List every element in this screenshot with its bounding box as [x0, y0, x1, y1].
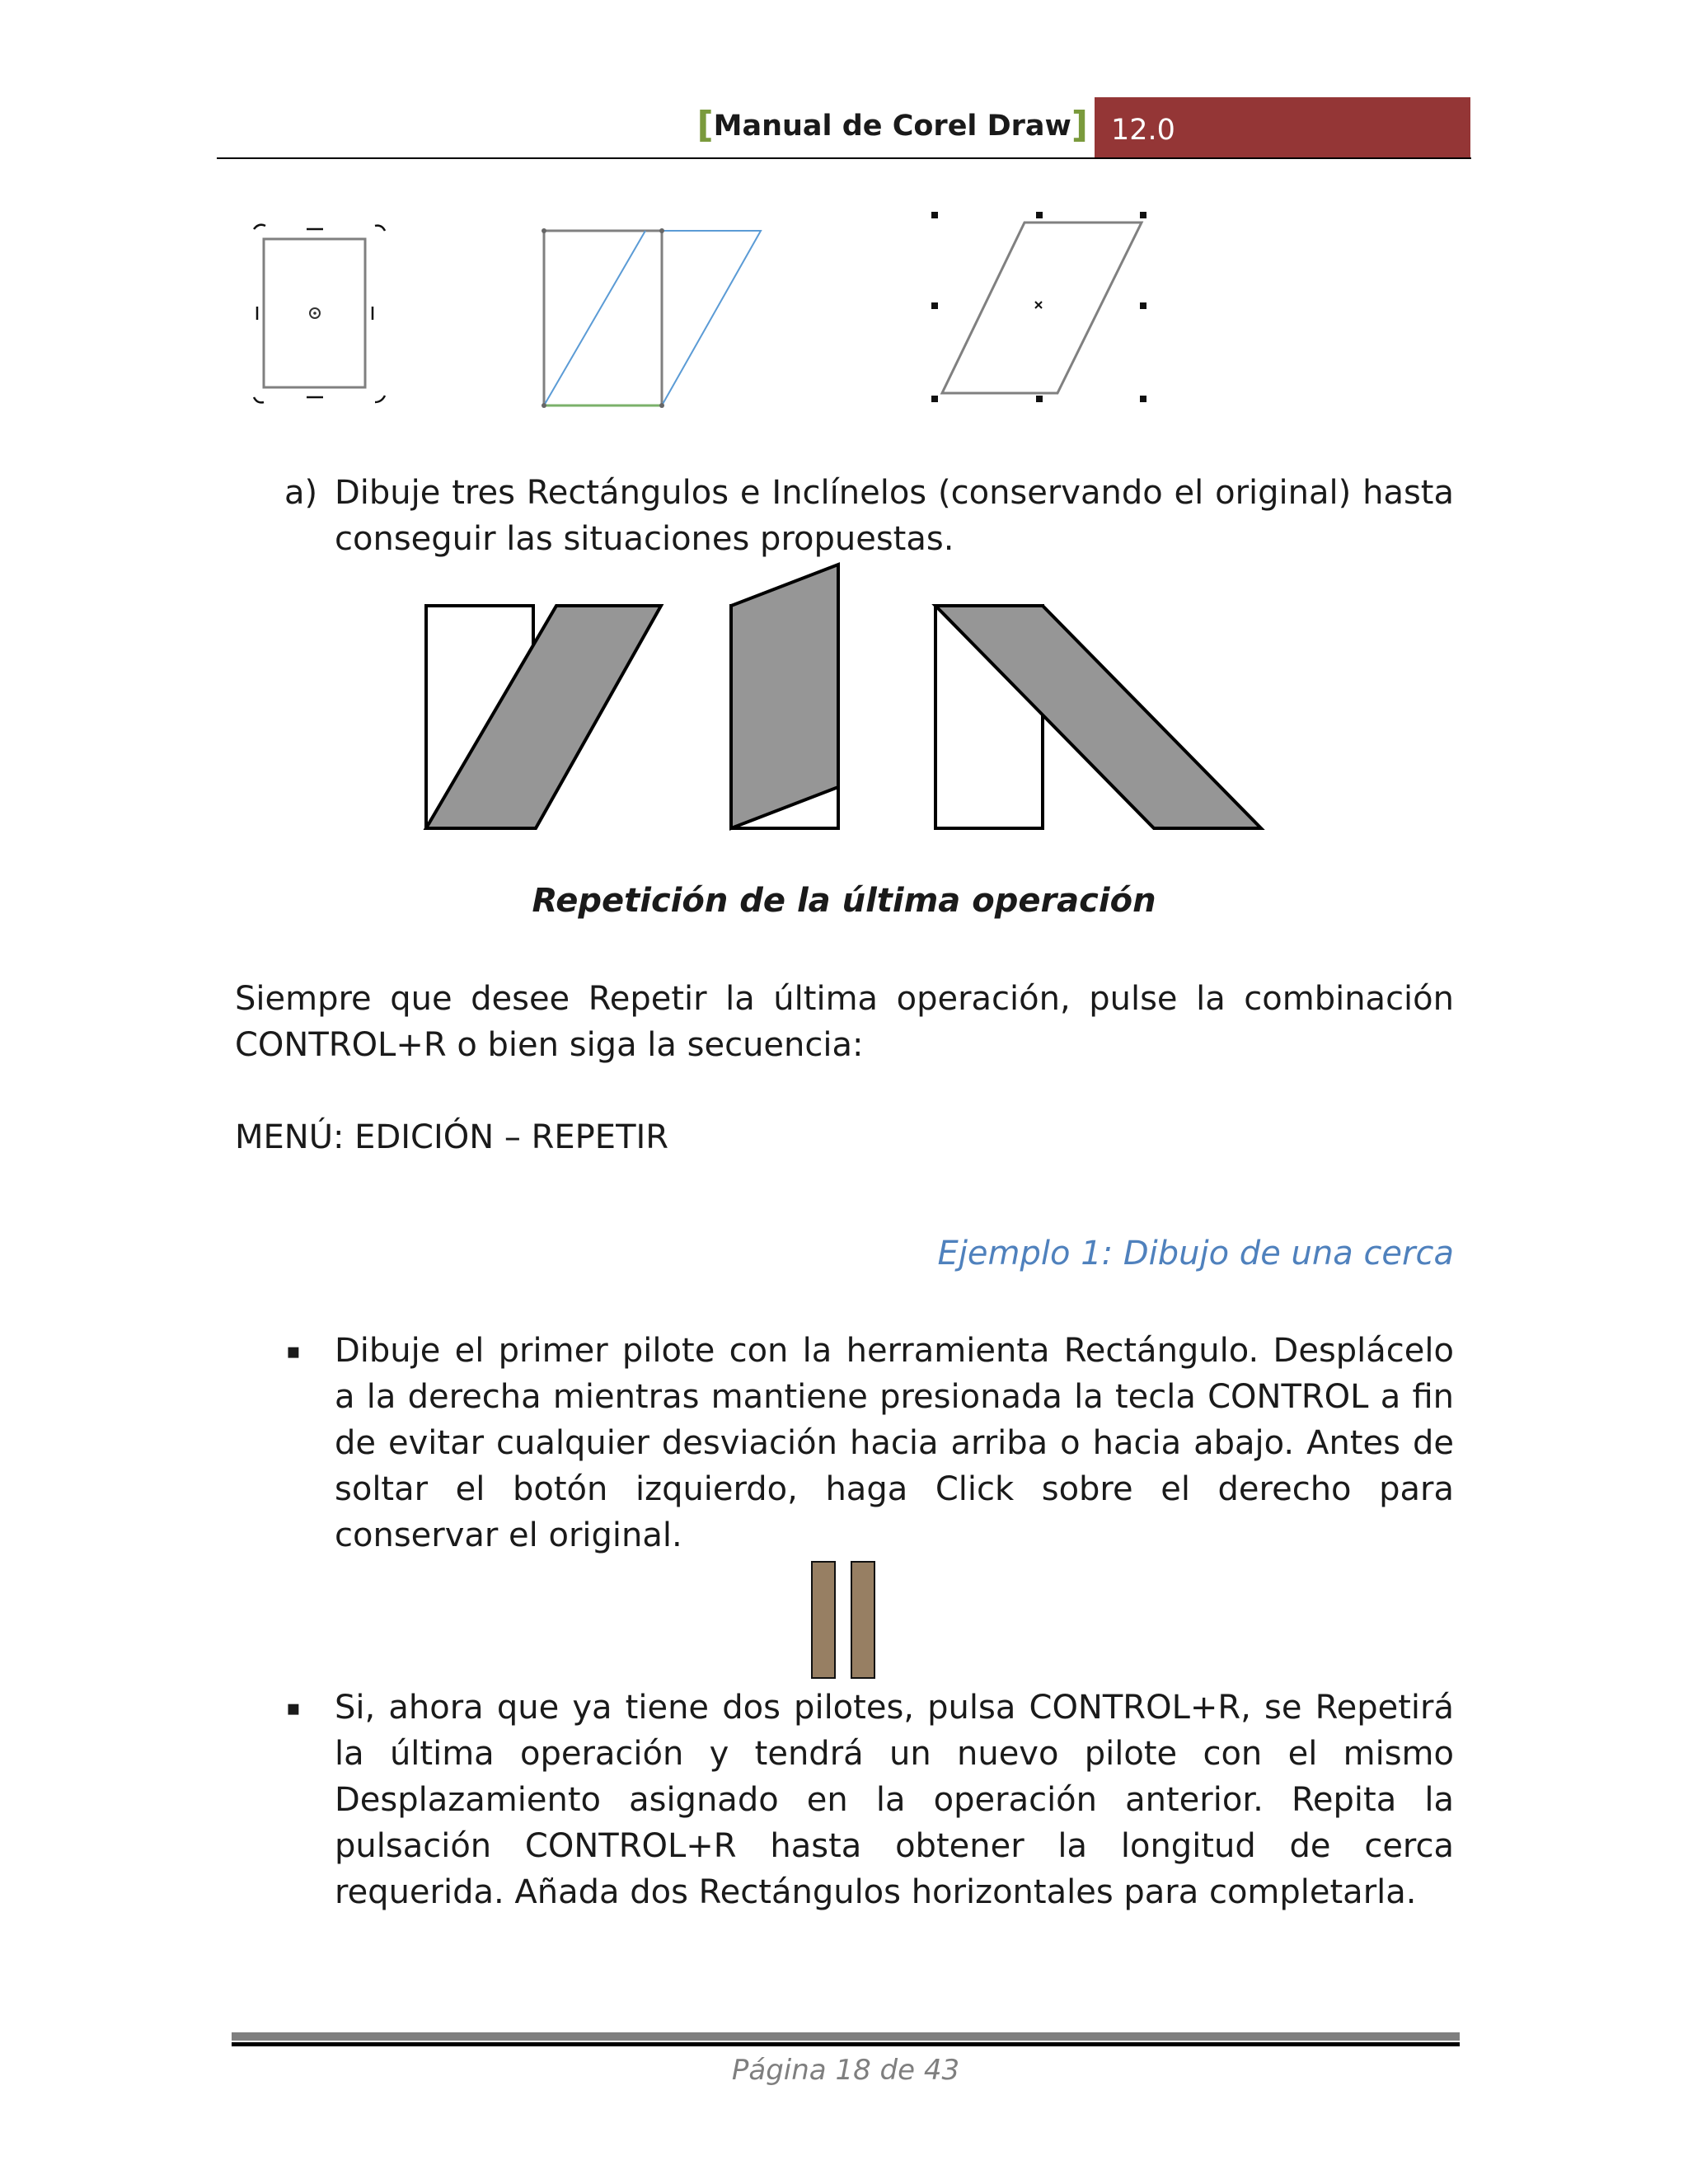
header-version: 12.0 [1111, 114, 1175, 147]
item-a-label: a) [284, 474, 318, 512]
figure-fence-posts [809, 1559, 875, 1681]
intro-text: Siempre que desee Repetir la última operación, pulse la combinación CONTROL+R o bien siga la secuencia: [235, 980, 1454, 1064]
figure-skew-situation-2 [727, 560, 842, 832]
figure-skew-situation-3 [931, 602, 1265, 832]
item-a-text: Dibuje tres Rectángulos e Inclínelos (conservando el original) hasta conseguir las situaciones propuestas. [335, 474, 1454, 558]
bullet-marker-1: ▪ [286, 1339, 301, 1364]
footer-divider-black [232, 2042, 1460, 2046]
header-version-badge [1095, 97, 1470, 159]
page-number: Página 18 de 43 [731, 2054, 960, 2087]
header-bracket-close: ] [1071, 104, 1088, 146]
header-divider [217, 157, 1471, 159]
header-bracket-open: [ [696, 104, 714, 146]
figure-skew-preview [536, 223, 775, 412]
bullet-marker-2: ▪ [286, 1696, 301, 1721]
figure-skew-situation-1 [420, 602, 668, 832]
header-title-text: Manual de Corel Draw [713, 110, 1071, 143]
footer-divider-gray [232, 2032, 1460, 2041]
bullet-text-1: Dibuje el primer pilote con la herramienta Rectángulo. Desplácelo a la derecha mientras mantiene presionada la tecla CONTROL a fin de evitar cualquier desviación hacia arriba o hacia abajo. Antes de soltar el botón izquierdo, haga Click sobre el derecho para conservar el original. [335, 1332, 1454, 1554]
bullet-text-2: Si, ahora que ya tiene dos pilotes, pulsa CONTROL+R, se Repetirá la última operación y tendrá un nuevo pilote con el mismo Desplazamiento asignado en la operación anterior. Repita la pulsación CONTROL+R hasta obtener la longitud de cerca requerida. Añada dos Rectángulos horizontales para completarla. [335, 1689, 1454, 1911]
menu-path: MENÚ: EDICIÓN – REPETIR [235, 1118, 669, 1156]
header-title [692, 102, 1088, 144]
figure-skewed-selected [927, 210, 1158, 408]
example-heading: Ejemplo 1: Dibujo de una cerca [937, 1235, 1454, 1272]
figure-rectangle-rotation-handles [239, 214, 404, 412]
section-heading: Repetición de la última operación [532, 882, 1156, 920]
